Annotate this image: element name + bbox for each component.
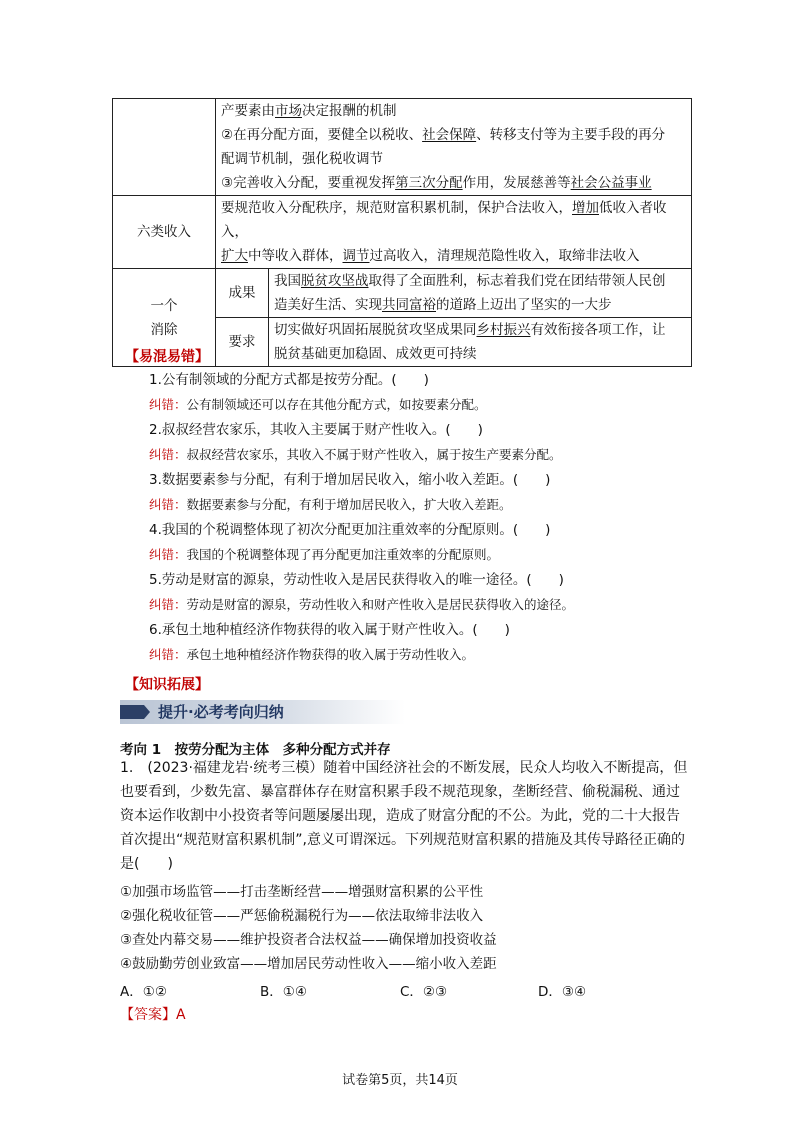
sub-header-requirement: 要求 [216, 318, 269, 367]
confusion-correction: 纠错：劳动是财富的源泉，劳动性收入和财产性收入是居民获得收入的途径。 [149, 597, 575, 612]
question-option: ③查处内幕交易——维护投资者合法权益——确保增加投资收益 [120, 932, 497, 948]
banner-arrow-icon [120, 705, 150, 719]
section-banner [120, 700, 405, 724]
choice-a: A．①② [120, 984, 167, 1000]
confusion-correction: 纠错：我国的个税调整体现了再分配更加注重效率的分配原则。 [149, 547, 500, 562]
confusion-correction: 纠错：叔叔经营农家乐，其收入不属于财产性收入，属于按生产要素分配。 [149, 447, 562, 462]
confusion-section-title: 【易混易错】 [125, 349, 209, 365]
confusion-question: 5.劳动是财富的源泉，劳动性收入是居民获得收入的唯一途径。( ) [149, 572, 564, 588]
table-cell-content: 我国脱贫攻坚战取得了全面胜利，标志着我们党在团结带领人民创 造美好生活、实现共同富裕的道路上迈出了坚实的一大步 [269, 269, 692, 318]
answer-label: 【答案】A [120, 1007, 186, 1023]
sub-header-result: 成果 [216, 269, 269, 318]
confusion-question: 2.叔叔经营农家乐，其收入主要属于财产性收入。( ) [149, 422, 483, 438]
direction-label: 考向 1 按劳分配为主体 多种分配方式并存 [120, 742, 391, 758]
confusion-question: 6.承包土地种植经济作物获得的收入属于财产性收入。( ) [149, 622, 510, 638]
row-header-six-incomes: 六类收入 [113, 196, 216, 269]
confusion-question: 1.公有制领域的分配方式都是按劳分配。( ) [149, 372, 429, 388]
table-row [113, 196, 692, 269]
summary-table [112, 98, 692, 367]
question-option: ④鼓励勤劳创业致富——增加居民劳动性收入——缩小收入差距 [120, 956, 497, 972]
question-stem: 1. (2023·福建龙岩·统考三模）随着中国经济社会的不断发展，民众人均收入不断提高，但也要看到，少数先富、暴富群体存在财富积累手段不规范现象，垄断经营、偷税漏税、通过资本运作收割中小投资者等问题屡屡出现，造成了财富分配的不公。为此，党的二十大报告首次提出“规范财富积累机制”,意义可谓深远。下列规范财富积累的措施及其传导路径正确的是( ) [120, 760, 688, 872]
table-cell-content: 产要素由市场决定报酬的机制 ②在再分配方面，要健全以税收、社会保障、转移支付等为主要手段的再分 配调节机制，强化税收调节 ③完善收入分配，要重视发挥第三次分配作用，发展慈善等社会公益事业 [216, 99, 692, 196]
table-cell-content: 切实做好巩固拓展脱贫攻坚成果同乡村振兴有效衔接各项工作，让 脱贫基础更加稳固、成效更可持续 [269, 318, 692, 367]
table-row [113, 269, 692, 318]
choice-b: B．①④ [260, 984, 307, 1000]
confusion-question: 3.数据要素参与分配，有利于增加居民收入，缩小收入差距。( ) [149, 472, 551, 488]
choice-c: C．②③ [400, 984, 448, 1000]
row-header-one-elimination: 一个 消除 [113, 269, 216, 367]
table-cell-content: 要规范收入分配秩序，规范财富积累机制，保护合法收入，增加低收入者收入， 扩大中等收入群体，调节过高收入，清理规范隐性收入，取缔非法收入 [216, 196, 692, 269]
banner-title: 提升·必考考向归纳 [158, 703, 284, 721]
question-option: ①加强市场监管——打击垄断经营——增强财富积累的公平性 [120, 884, 484, 900]
table-cell-empty [113, 99, 216, 196]
table-row [113, 99, 692, 196]
confusion-correction: 纠错：公有制领域还可以存在其他分配方式，如按要素分配。 [149, 397, 487, 412]
confusion-question: 4.我国的个税调整体现了初次分配更加注重效率的分配原则。( ) [149, 522, 551, 538]
confusion-correction: 纠错：数据要素参与分配，有利于增加居民收入，扩大收入差距。 [149, 497, 512, 512]
page-footer: 试卷第5页，共14页 [342, 1073, 458, 1088]
choice-d: D．③④ [538, 984, 587, 1000]
question-option: ②强化税收征管——严惩偷税漏税行为——依法取缔非法收入 [120, 908, 484, 924]
confusion-correction: 纠错：承包土地种植经济作物获得的收入属于劳动性收入。 [149, 647, 475, 662]
expand-section-title: 【知识拓展】 [125, 677, 209, 693]
